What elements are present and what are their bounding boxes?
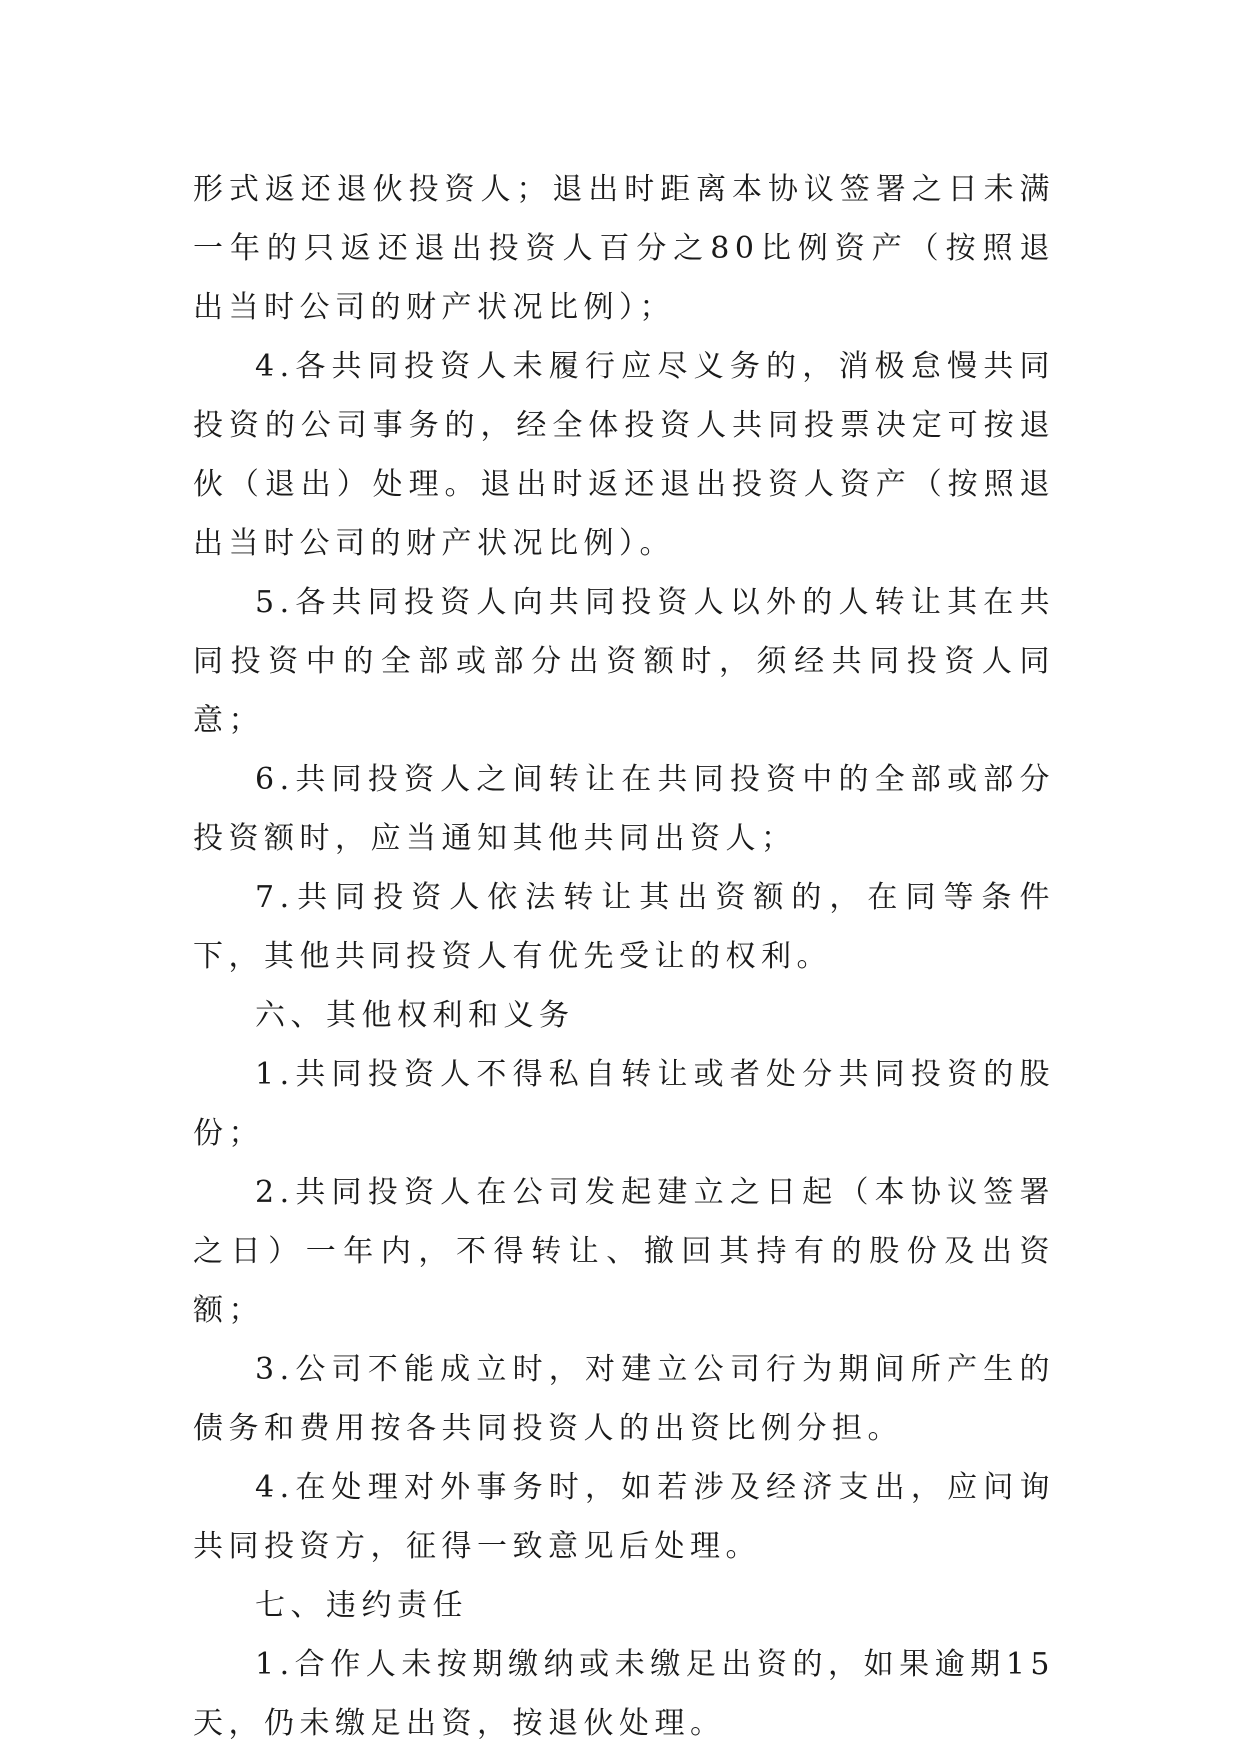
paragraph-clause-7: 7.共同投资人依法转让其出资额的，在同等条件下，其他共同投资人有优先受让的权利。 — [193, 880, 1055, 974]
section-heading-6: 六、其他权利和义务 — [255, 998, 575, 1033]
paragraph-section6-clause-2: 2.共同投资人在公司发起建立之日起（本协议签署之日）一年内，不得转让、撤回其持有的股份及出资额； — [193, 1175, 1055, 1328]
paragraph-clause-6: 6.共同投资人之间转让在共同投资中的全部或部分投资额时，应当通知其他共同出资人； — [193, 762, 1055, 856]
section-heading-7: 七、违约责任 — [255, 1588, 468, 1623]
paragraph-section7-clause-1: 1.合作人未按期缴纳或未缴足出资的，如果逾期15天，仍未缴足出资，按退伙处理。 — [193, 1647, 1055, 1741]
paragraph-clause-4: 4.各共同投资人未履行应尽义务的，消极怠慢共同投资的公司事务的，经全体投资人共同投票决定可按退伙（退出）处理。退出时返还退出投资人资产（按照退出当时公司的财产状况比例）。 — [193, 349, 1055, 561]
paragraph-section6-clause-1: 1.共同投资人不得私自转让或者处分共同投资的股份； — [193, 1057, 1055, 1151]
paragraph-continuation: 形式返还退伙投资人；退出时距离本协议签署之日未满一年的只返还退出投资人百分之80比例资产（按照退出当时公司的财产状况比例）； — [193, 172, 1055, 325]
document-body — [193, 160, 1055, 1753]
paragraph-clause-5: 5.各共同投资人向共同投资人以外的人转让其在共同投资中的全部或部分出资额时，须经共同投资人同意； — [193, 585, 1055, 738]
paragraph-section6-clause-3: 3.公司不能成立时，对建立公司行为期间所产生的债务和费用按各共同投资人的出资比例分担。 — [193, 1352, 1055, 1446]
paragraph-section6-clause-4: 4.在处理对外事务时，如若涉及经济支出，应问询共同投资方，征得一致意见后处理。 — [193, 1470, 1055, 1564]
